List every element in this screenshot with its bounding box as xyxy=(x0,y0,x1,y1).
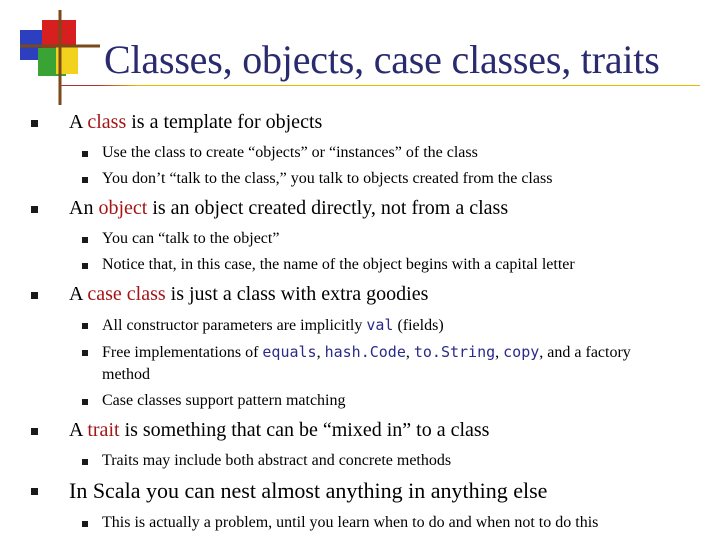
bullet-trait xyxy=(0,418,720,442)
bullet-class xyxy=(0,110,720,134)
slide-content xyxy=(0,110,720,538)
separator: , xyxy=(316,344,325,361)
bullet-text-post: is an object created directly, not from a class xyxy=(147,197,509,219)
sub-bullet-text: Use the class to create “objects” or “instances” of the class xyxy=(102,144,478,161)
square-bullet-icon xyxy=(31,428,38,435)
square-bullet-icon xyxy=(31,120,38,127)
slide-title: Classes, objects, case classes, traits xyxy=(104,37,660,82)
sub-bullet-text: (fields) xyxy=(393,317,444,334)
square-bullet-icon xyxy=(82,459,88,465)
bullet-text-post: is just a class with extra goodies xyxy=(165,283,429,305)
square-bullet-icon xyxy=(31,292,38,299)
sub-bullet xyxy=(0,390,720,412)
square-bullet-icon xyxy=(82,521,88,527)
decorative-logo xyxy=(0,0,110,105)
sub-bullet xyxy=(0,512,720,534)
sub-bullet-text: All constructor parameters are implicitly xyxy=(102,317,367,334)
sub-bullet-text: You can “talk to the object” xyxy=(102,230,280,247)
sub-bullet-text: , and a factory method xyxy=(102,344,631,383)
sub-bullet-text: This is actually a problem, until you learn when to do and when not to do this xyxy=(102,514,599,531)
sub-bullet xyxy=(0,228,720,250)
bullet-object xyxy=(0,196,720,220)
separator: , xyxy=(495,344,504,361)
sub-bullet xyxy=(0,314,720,337)
square-bullet-icon xyxy=(31,488,38,495)
sub-bullet-text: Traits may include both abstract and concrete methods xyxy=(102,452,452,469)
code-val: val xyxy=(366,316,394,334)
square-bullet-icon xyxy=(82,263,88,269)
sub-bullet xyxy=(0,142,720,164)
square-bullet-icon xyxy=(82,399,88,405)
square-bullet-icon xyxy=(31,206,38,213)
code-tostring: to.String xyxy=(413,343,496,361)
keyword-trait: trait xyxy=(87,419,120,441)
bullet-case-class xyxy=(0,282,720,306)
keyword-object: object xyxy=(98,197,148,219)
separator: , xyxy=(405,344,414,361)
title-underline xyxy=(60,85,700,86)
code-equals: equals xyxy=(262,343,317,361)
sub-bullet-text: You don’t “talk to the class,” you talk to objects created from the class xyxy=(102,170,553,187)
code-hashcode: hash.Code xyxy=(324,343,406,361)
sub-bullet-text: Case classes support pattern matching xyxy=(102,392,346,409)
sub-bullet xyxy=(0,254,720,276)
sub-bullet xyxy=(0,341,682,386)
bullet-text-post: is a template for objects xyxy=(126,111,323,133)
square-bullet-icon xyxy=(82,237,88,243)
sub-bullet xyxy=(0,168,720,190)
bullet-text-pre: An xyxy=(69,197,99,219)
keyword-class: class xyxy=(87,111,127,133)
square-bullet-icon xyxy=(82,177,88,183)
sub-bullet-text: Free implementations of xyxy=(102,344,263,361)
square-bullet-icon xyxy=(82,323,88,329)
bullet-text-post: is something that can be “mixed in” to a class xyxy=(119,419,490,441)
bullet-text-pre: A xyxy=(69,283,88,305)
keyword-case-class: case class xyxy=(87,283,166,305)
bullet-nesting xyxy=(0,478,720,504)
code-copy: copy xyxy=(503,343,540,361)
square-bullet-icon xyxy=(82,350,88,356)
square-bullet-icon xyxy=(82,151,88,157)
sub-bullet-text: Notice that, in this case, the name of the object begins with a capital letter xyxy=(102,256,575,273)
sub-bullet xyxy=(0,450,720,472)
bullet-text-pre: A xyxy=(69,111,88,133)
bullet-text: In Scala you can nest almost anything in anything else xyxy=(69,478,548,503)
bullet-text-pre: A xyxy=(69,419,88,441)
